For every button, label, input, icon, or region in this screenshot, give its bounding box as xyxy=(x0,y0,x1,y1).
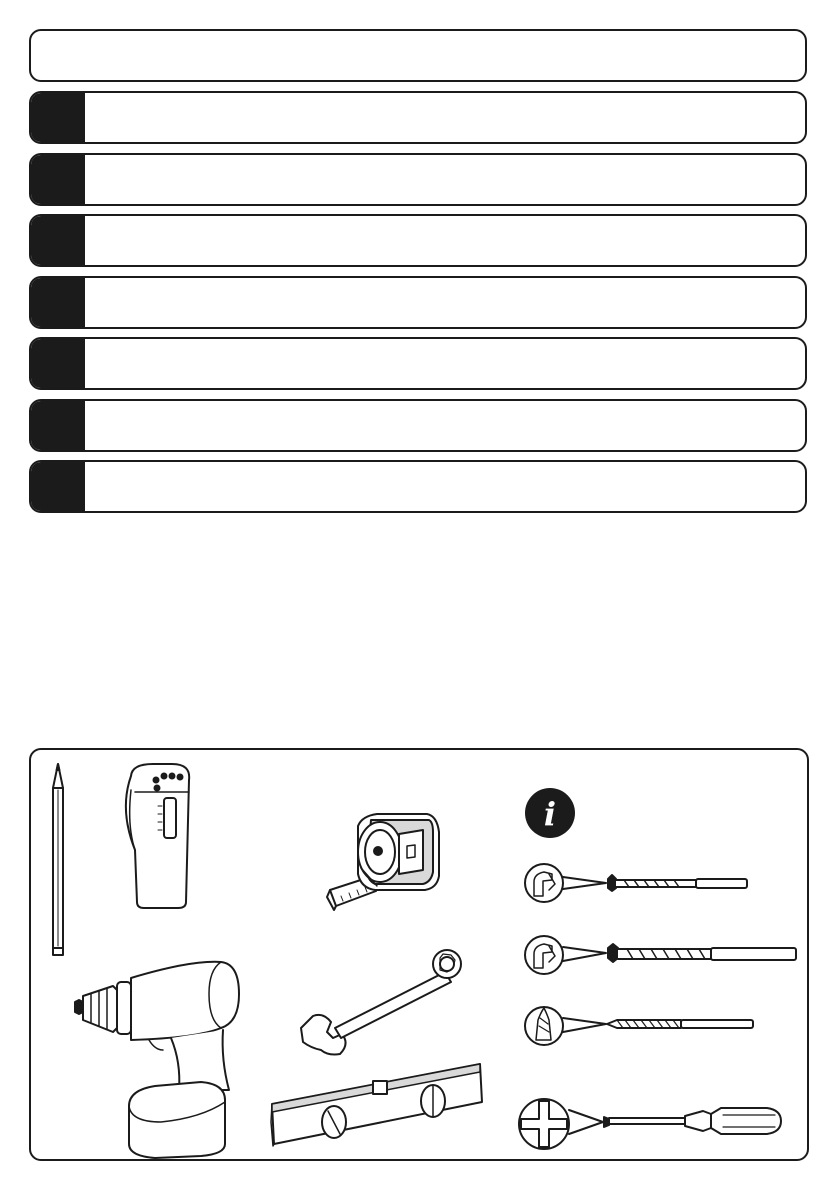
step-row-7 xyxy=(29,460,807,513)
masonry-bit-large-icon xyxy=(525,936,796,974)
step-row-5 xyxy=(29,337,807,390)
step-tab xyxy=(31,278,85,327)
step-row-3 xyxy=(29,214,807,267)
step-tab xyxy=(31,401,85,450)
step-tab xyxy=(31,155,85,204)
stud-finder-icon xyxy=(126,764,189,908)
header-box xyxy=(29,29,807,82)
step-tab xyxy=(31,216,85,265)
wrench-icon xyxy=(301,950,461,1055)
phillips-screwdriver-icon xyxy=(519,1099,781,1149)
tools-box xyxy=(29,748,809,1161)
info-glyph: i xyxy=(543,795,557,833)
cordless-drill-icon xyxy=(75,962,239,1158)
step-row-1 xyxy=(29,91,807,144)
step-tab xyxy=(31,462,85,511)
tools-illustration xyxy=(31,750,809,1161)
step-row-4 xyxy=(29,276,807,329)
spirit-level-icon xyxy=(271,1064,482,1146)
step-tab xyxy=(31,93,85,142)
pencil-icon xyxy=(53,764,63,955)
step-row-2 xyxy=(29,153,807,206)
step-row-6 xyxy=(29,399,807,452)
wood-bit-icon xyxy=(525,1007,753,1045)
step-tab xyxy=(31,339,85,388)
info-icon xyxy=(525,788,575,838)
masonry-bit-small-icon xyxy=(525,864,747,902)
tape-measure-icon xyxy=(327,814,439,910)
